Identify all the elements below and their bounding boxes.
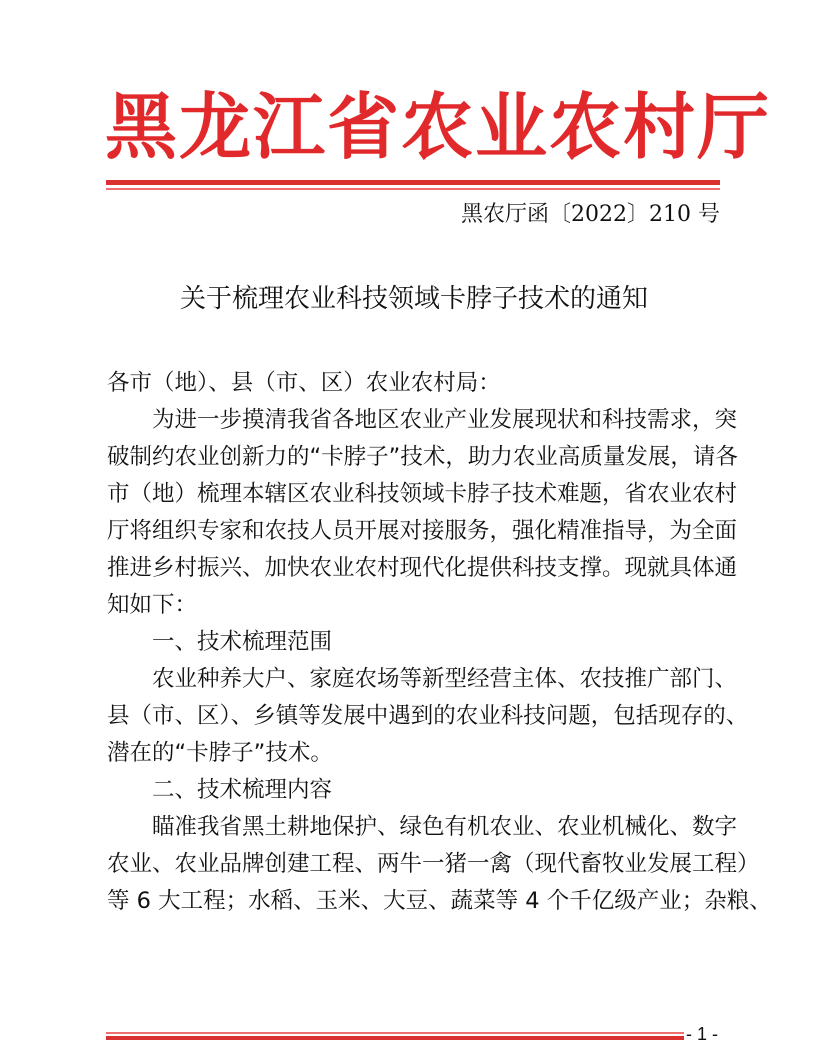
- body-line: 农业种养大户、家庭农场等新型经营主体、农技推广部门、: [152, 666, 738, 692]
- body-line: 推进乡村振兴、加快农业农村现代化提供科技支撑。现就具体通: [107, 555, 738, 581]
- body-line: 破制约农业创新力的“卡脖子”技术，助力农业高质量发展，请各: [107, 444, 738, 470]
- body-line: 厅将组织专家和农技人员开展对接服务，强化精准指导，为全面: [107, 518, 738, 544]
- footer-rule-thick: [106, 1036, 720, 1040]
- footer-rule-thin: [106, 1032, 720, 1034]
- body-line: 农业、农业品牌创建工程、两牛一猪一禽（现代畜牧业发展工程）: [107, 851, 760, 877]
- body-line: 等 6 大工程；水稻、玉米、大豆、蔬菜等 4 个千亿级产业；杂粮、: [107, 888, 772, 914]
- section-heading: 二、技术梳理内容: [152, 777, 333, 803]
- section-heading: 一、技术梳理范围: [152, 629, 333, 655]
- masthead-rule-thick: [106, 180, 720, 185]
- body-line: 瞄准我省黑土耕地保护、绿色有机农业、农业机械化、数字: [152, 814, 738, 840]
- masthead-rule-thin: [106, 188, 720, 190]
- agency-masthead: 黑龙江省农业农村厅: [105, 84, 772, 169]
- body-line: 市（地）梳理本辖区农业科技领域卡脖子技术难题，省农业农村: [107, 481, 738, 507]
- document-title: 关于梳理农业科技领域卡脖子技术的通知: [179, 284, 648, 314]
- body-line: 为进一步摸清我省各地区农业产业发展现状和科技需求，突: [152, 407, 738, 433]
- body-line: 县（市、区）、乡镇等发展中遇到的农业科技问题，包括现存的、: [107, 703, 749, 729]
- salutation: 各市（地）、县（市、区）农业农村局：: [107, 370, 501, 396]
- page-number: - 1 -: [685, 1024, 718, 1044]
- body-line: 潜在的“卡脖子”技术。: [107, 740, 333, 766]
- document-number: 黑农厅函〔2022〕210 号: [461, 202, 720, 227]
- body-line: 知如下：: [107, 592, 198, 618]
